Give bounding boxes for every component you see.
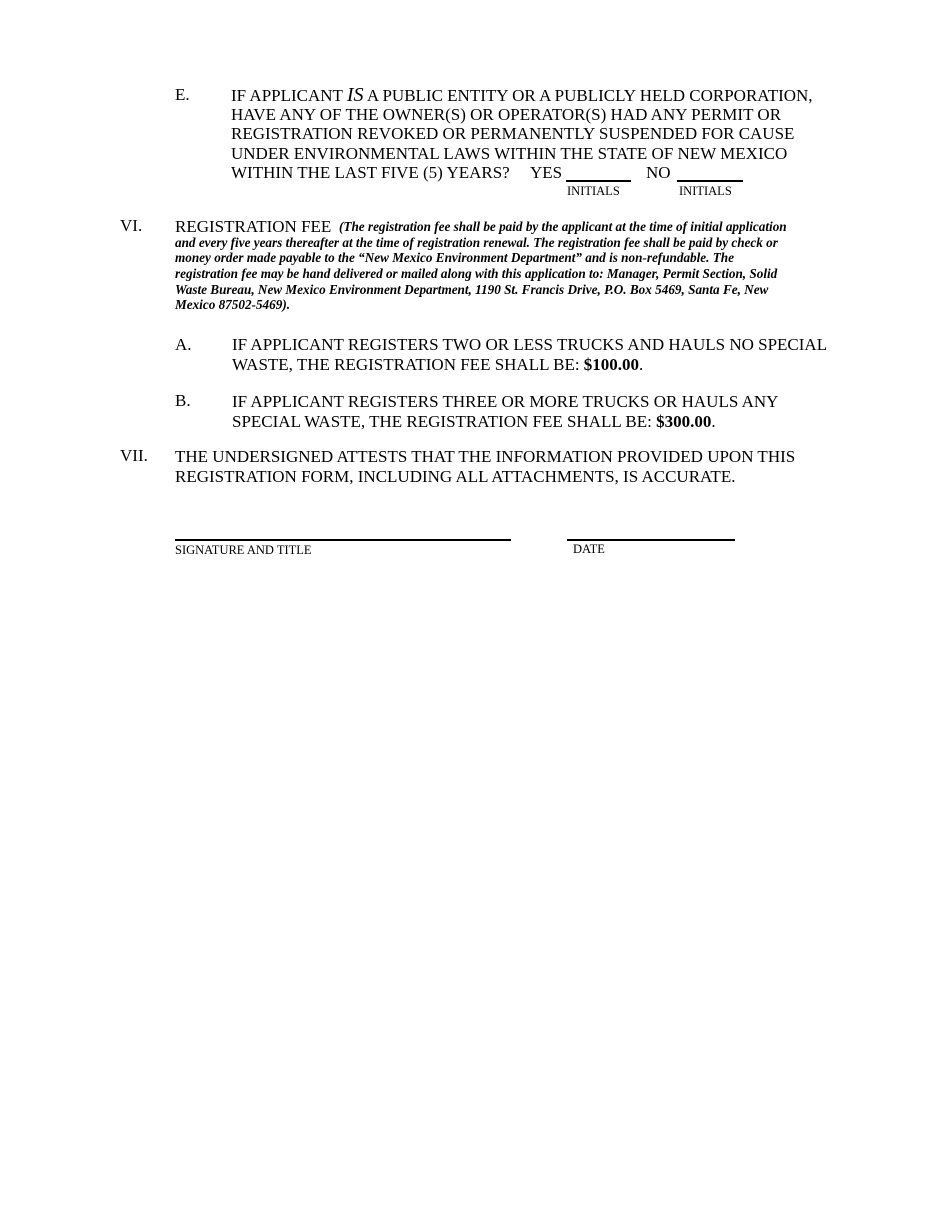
signature-label: SIGNATURE AND TITLE: [175, 543, 312, 557]
no-initials-label: INITIALS: [679, 184, 732, 198]
fee-note-line-6: Mexico 87502-5469).: [175, 297, 291, 312]
fee-note-line-1: (The registration fee shall be paid by the applicant at the time of initial application: [339, 219, 787, 234]
item-b-line-2: [232, 412, 716, 432]
item-b-amount: $300.00: [656, 412, 712, 431]
yes-label: YES: [530, 163, 563, 182]
no-initials-field[interactable]: [677, 180, 743, 182]
fee-note-line-2: and every five years thereafter at the time of registration renewal. The registration fee shall be paid by check or: [175, 235, 778, 250]
fee-note-line-5: Waste Bureau, New Mexico Environment Department, 1190 St. Francis Drive, P.O. Box 5469, Santa Fe, New: [175, 282, 769, 297]
item-b-line-1: IF APPLICANT REGISTERS THREE OR MORE TRUCKS OR HAULS ANY: [232, 392, 779, 411]
item-a-letter: A.: [175, 335, 192, 354]
section-vii-line-2: REGISTRATION FORM, INCLUDING ALL ATTACHMENTS, IS ACCURATE.: [175, 467, 736, 486]
item-a-amount: $100.00: [583, 355, 640, 374]
section-vii-line-1: THE UNDERSIGNED ATTESTS THAT THE INFORMATION PROVIDED UPON THIS: [175, 447, 796, 466]
section-e-line-5: WITHIN THE LAST FIVE (5) YEARS?: [231, 163, 510, 182]
section-e-is-emphasis: IS: [346, 84, 364, 106]
item-a-line-2: [232, 355, 643, 375]
item-a-line-2-text: WASTE, THE REGISTRATION FEE SHALL BE:: [232, 355, 584, 374]
date-line[interactable]: [567, 539, 735, 541]
item-b-letter: B.: [175, 391, 191, 410]
no-label: NO: [646, 163, 671, 182]
date-label: DATE: [573, 542, 605, 556]
item-a-line-1: IF APPLICANT REGISTERS TWO OR LESS TRUCKS AND HAULS NO SPECIAL: [232, 335, 828, 354]
section-vi-heading: REGISTRATION FEE: [175, 217, 332, 236]
section-e-line-3: REGISTRATION REVOKED OR PERMANENTLY SUSPENDED FOR CAUSE: [231, 124, 795, 143]
fee-note-line-4: registration fee may be hand delivered or mailed along with this application to: Manager, Permit Section, Solid: [175, 266, 778, 281]
section-e-letter: E.: [175, 85, 190, 104]
fee-note-line-3: money order made payable to the “New Mexico Environment Department” and is non-refundable. The: [175, 250, 734, 265]
section-e-line-2: HAVE ANY OF THE OWNER(S) OR OPERATOR(S) HAD ANY PERMIT OR: [231, 105, 782, 124]
section-e-line-1-prefix: IF APPLICANT: [231, 86, 347, 105]
yes-initials-label: INITIALS: [567, 184, 620, 198]
item-b-period: .: [711, 412, 716, 431]
section-vi-numeral: VI.: [120, 216, 143, 235]
section-e-line-4: UNDER ENVIRONMENTAL LAWS WITHIN THE STATE OF NEW MEXICO: [231, 144, 788, 163]
yes-initials-field[interactable]: [566, 180, 631, 182]
section-e-line-1-suffix: A PUBLIC ENTITY OR A PUBLICLY HELD CORPORATION,: [363, 86, 813, 105]
signature-line[interactable]: [175, 539, 511, 541]
section-vii-numeral: VII.: [120, 446, 148, 465]
item-b-line-2-text: SPECIAL WASTE, THE REGISTRATION FEE SHALL BE:: [232, 412, 657, 431]
section-e-line-1: [231, 85, 813, 106]
item-a-period: .: [639, 355, 644, 374]
